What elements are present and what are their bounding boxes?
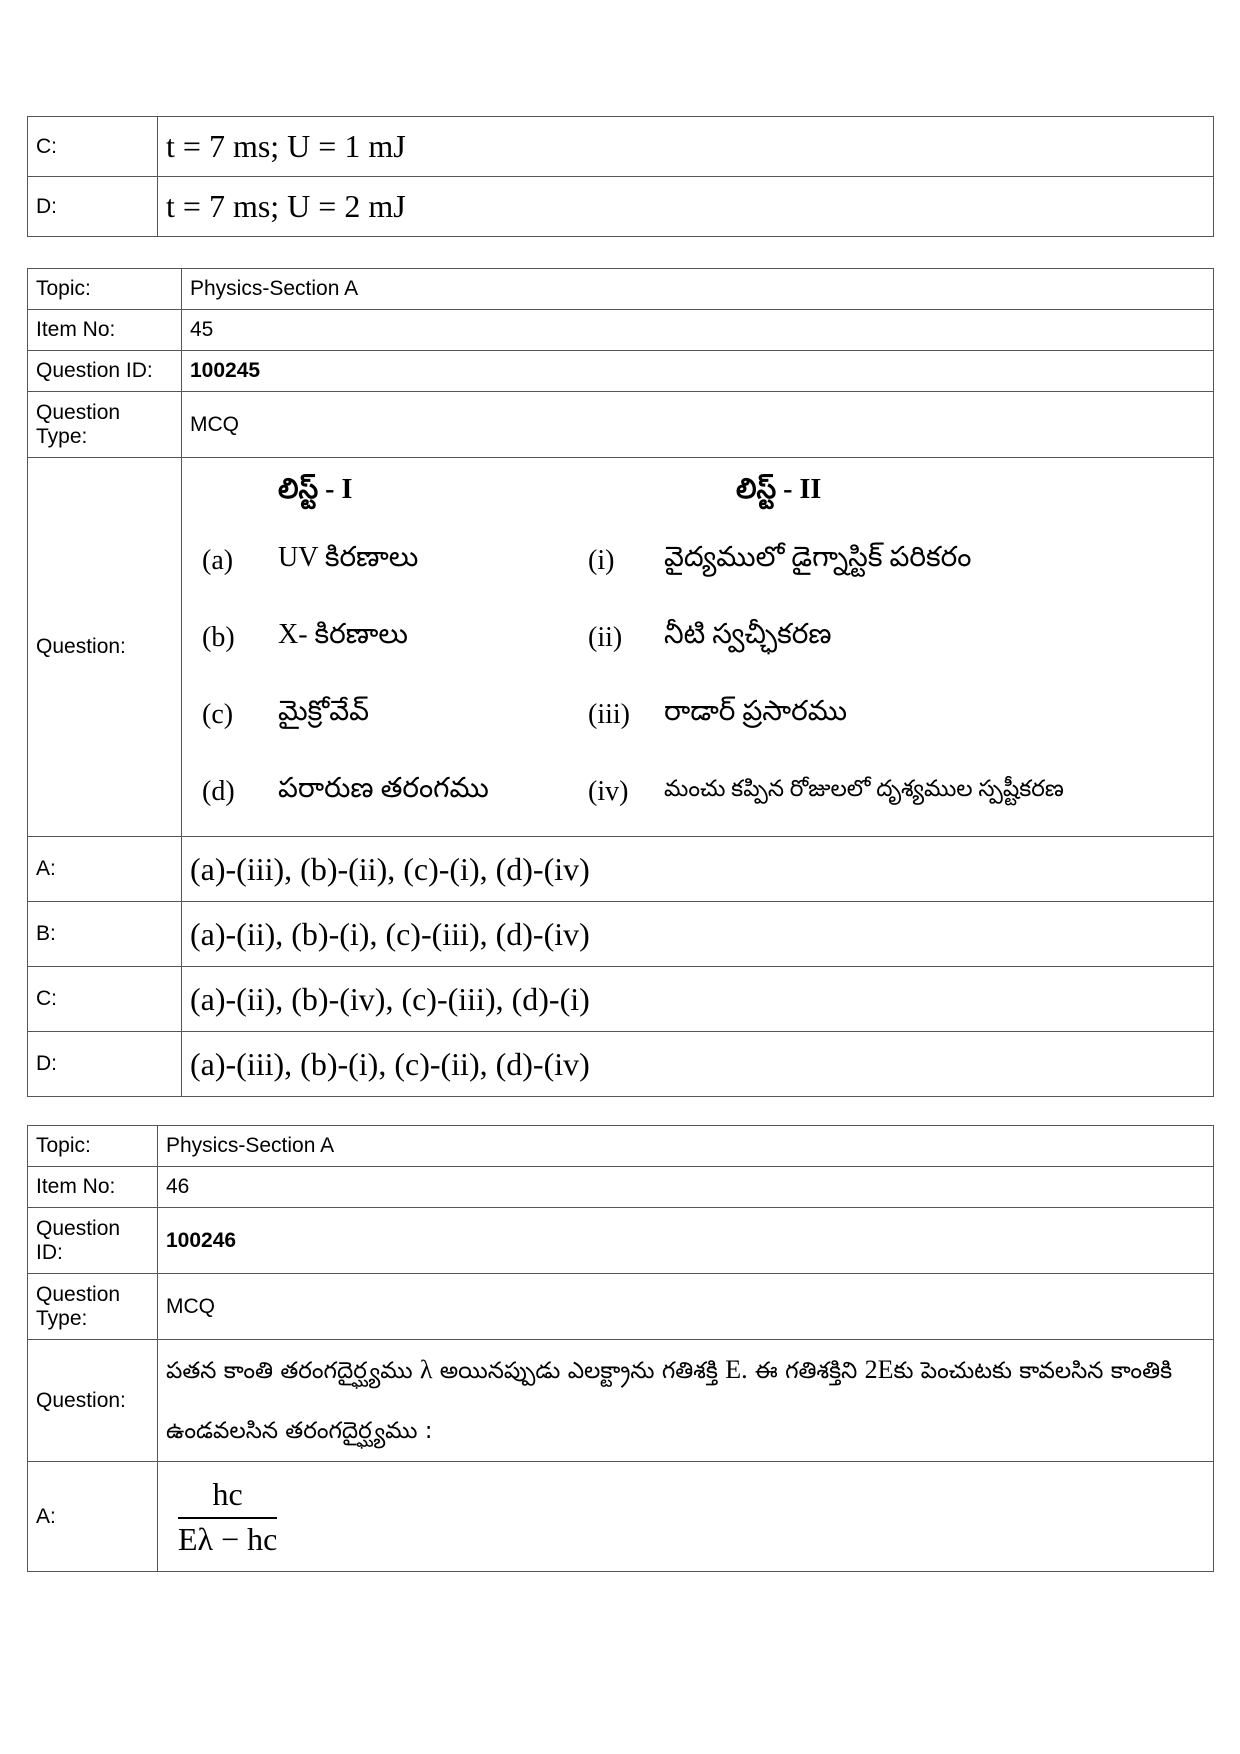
list-1-title: లిస్ట్ - I — [278, 474, 353, 505]
option-row — [28, 837, 1214, 902]
fraction — [178, 1476, 277, 1558]
match-row — [194, 522, 1207, 599]
question-id-label: Question ID: — [28, 351, 182, 392]
option-label: B: — [28, 902, 182, 967]
question-label: Question: — [28, 1340, 158, 1462]
question-type-value: MCQ — [182, 392, 1214, 458]
list-2-item: రాడార్ ప్రసారము — [664, 695, 848, 727]
list-2-marker: (iv) — [588, 775, 629, 807]
list-1-marker: (a) — [202, 544, 234, 576]
topic-value: Physics-Section A — [158, 1126, 1214, 1167]
option-label: D: — [28, 177, 158, 237]
question-id-value: 100245 — [182, 351, 1214, 392]
list-1-item: UV కిరణాలు — [278, 541, 419, 573]
question-type-label: Question Type: — [28, 392, 182, 458]
question-text-part: పతన కాంతి తరంగదైర్ఘ్యము — [166, 1358, 413, 1384]
list-1-item: X- కిరణాలు — [278, 618, 408, 650]
list-2-marker: (ii) — [588, 621, 623, 653]
option-text: (a)-(ii), (b)-(iv), (c)-(iii), (d)-(i) — [182, 967, 1214, 1032]
match-table — [194, 464, 1207, 830]
fraction-numerator: hc — [178, 1476, 277, 1519]
option-text: (a)-(iii), (b)-(i), (c)-(ii), (d)-(iv) — [182, 1032, 1214, 1097]
question-type-value: MCQ — [158, 1274, 1214, 1340]
lambda-symbol: λ — [419, 1355, 433, 1384]
question-id-label: Question ID: — [28, 1208, 158, 1274]
option-label: C: — [28, 117, 158, 177]
match-row — [194, 676, 1207, 753]
option-row — [28, 967, 1214, 1032]
question-text-part: అయినప్పుడు ఎలక్ట్రాను గతిశక్తి — [439, 1358, 718, 1384]
option-row — [28, 117, 1214, 177]
fraction-denominator: Eλ − hc — [178, 1520, 278, 1557]
list-2-item: వైద్యములో డైగ్నాస్టిక్ పరికరం — [664, 541, 972, 573]
option-row — [28, 1032, 1214, 1097]
question-text-part: ఈ గతిశక్తిని — [754, 1358, 858, 1384]
option-label: D: — [28, 1032, 182, 1097]
list-2-item: నీటి స్వచ్ఛీకరణ — [664, 618, 832, 650]
question-text-part: కు పెంచుటకు కావలసిన కాంతికి ఉండవలసిన తరంగదైర్ఘ్యము : — [166, 1358, 1173, 1444]
option-label: A: — [28, 1462, 158, 1572]
list-1-marker: (b) — [202, 621, 235, 653]
topic-label: Topic: — [28, 269, 182, 310]
item-no-value: 46 — [158, 1167, 1214, 1208]
option-row — [28, 902, 1214, 967]
list-2-marker: (i) — [588, 544, 615, 576]
match-row — [194, 753, 1207, 830]
option-text: t = 7 ms; U = 2 mJ — [158, 177, 1214, 237]
question-type-label: Question Type: — [28, 1274, 158, 1340]
energy-symbol: E. — [725, 1355, 748, 1384]
question-45-table — [27, 268, 1214, 1097]
option-text — [158, 1462, 1214, 1572]
match-row — [194, 599, 1207, 676]
item-no-value: 45 — [182, 310, 1214, 351]
prev-question-table — [27, 116, 1214, 237]
option-label: C: — [28, 967, 182, 1032]
match-the-following — [182, 458, 1214, 837]
option-label: A: — [28, 837, 182, 902]
question-text — [158, 1340, 1214, 1462]
question-label: Question: — [28, 458, 182, 837]
list-1-item: పరారుణ తరంగము — [278, 772, 489, 804]
list-2-item: మంచు కప్పిన రోజులలో దృశ్యముల స్పష్టీకరణ — [664, 775, 1064, 801]
item-no-label: Item No: — [28, 310, 182, 351]
option-text: (a)-(iii), (b)-(ii), (c)-(i), (d)-(iv) — [182, 837, 1214, 902]
question-46-table — [27, 1125, 1214, 1572]
option-text: (a)-(ii), (b)-(i), (c)-(iii), (d)-(iv) — [182, 902, 1214, 967]
list-1-item: మైక్రోవేవ్ — [278, 695, 370, 727]
list-2-marker: (iii) — [588, 698, 630, 730]
topic-value: Physics-Section A — [182, 269, 1214, 310]
list-1-marker: (c) — [202, 698, 234, 730]
option-row — [28, 1462, 1214, 1572]
item-no-label: Item No: — [28, 1167, 158, 1208]
option-text: t = 7 ms; U = 1 mJ — [158, 117, 1214, 177]
double-energy-symbol: 2E — [864, 1355, 894, 1384]
list-1-marker: (d) — [202, 775, 235, 807]
option-row — [28, 177, 1214, 237]
list-2-title: లిస్ట్ - II — [736, 474, 822, 505]
topic-label: Topic: — [28, 1126, 158, 1167]
question-id-value: 100246 — [158, 1208, 1214, 1274]
